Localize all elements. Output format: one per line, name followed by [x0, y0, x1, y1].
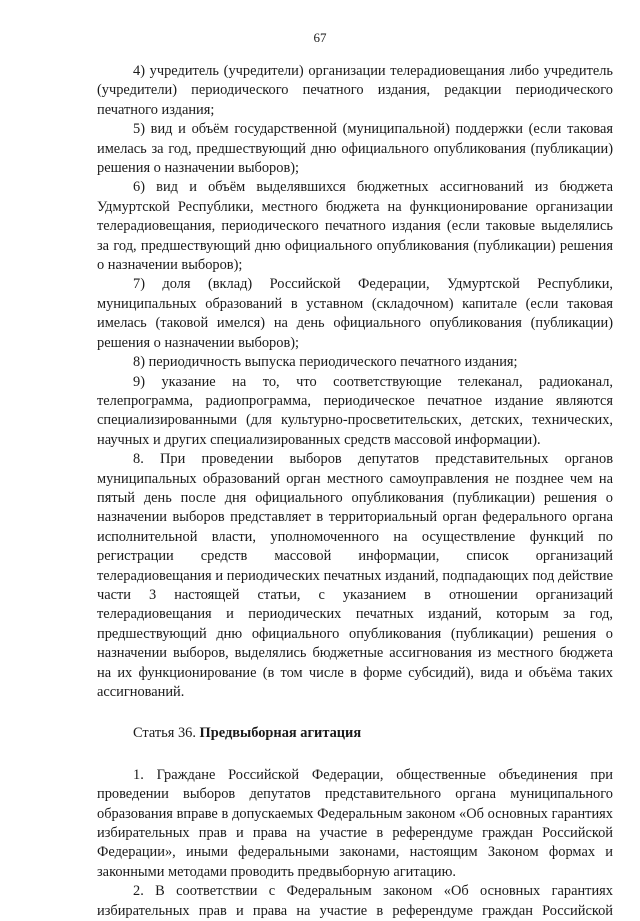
paragraph-item-7: 7) доля (вклад) Российской Федерации, Удмуртской Республики, муниципальных образований в уставном (складочном) капитале (если таковая имелась (таковой имелся) на день официального опубликования (публикации) решения о назначении выборов);: [97, 276, 613, 351]
paragraph-item-4: 4) учредитель (учредители) организации телерадиовещания либо учредитель (учредители) периодического печатного издания, редакции периодического печатного издания;: [97, 63, 613, 118]
paragraph-part-1: 1. Граждане Российской Федерации, общественные объединения при проведении выборов депутатов представительного органа муниципального образования вправе в допускаемых Федеральным законом «Об основных гарантиях избирательных прав и права на участие в референдуме граждан Российской Федерации», иными федеральными законами, настоящим Законом формах и законными методами проводить предвыборную агитацию.: [97, 766, 613, 880]
paragraph-item-9: 9) указание на то, что соответствующие телеканал, радиоканал, телепрограмма, радиопрограмма, периодическое печатное издание являются специализированными (для культурно-просветительских, детских, технических, научных и других специализированных средств массовой информации).: [97, 373, 613, 448]
article-number: Статья 36.: [133, 725, 200, 742]
article-heading: [97, 702, 613, 765]
paragraph-part-2: 2. В соответствии с Федеральным законом «Об основных гарантиях избирательных прав и права на участие в референдуме граждан Российской: [97, 883, 613, 919]
page-number: 67: [313, 30, 327, 45]
paragraph-item-8: 8) периодичность выпуска периодического печатного издания;: [133, 354, 518, 371]
paragraph-item-6: 6) вид и объём выделявшихся бюджетных ассигнований из бюджета Удмуртской Республики, местного бюджета на функционирование организации телерадиовещания, периодического печатного издания (если таковые выделялись за год, предшествующий дню официального опубликования (публикации) решения о назначении выборов);: [97, 179, 613, 274]
paragraph-item-5: 5) вид и объём государственной (муниципальной) поддержки (если таковая имелась за год, предшествующий дню официального опубликования (публикации) решения о назначении выборов);: [97, 121, 613, 177]
paragraph-part-8: 8. При проведении выборов депутатов представительных органов муниципальных образований орган местного самоуправления не позднее чем на пятый день после дня официального опубликования (публикации) решения о назначении выборов представляет в территориальный орган федерального органа исполнительной власти, уполномоченного на осуществление функций по регистрации средств массовой информации, список организаций телерадиовещания и периодических печатных изданий, подпадающих под действие части 3 настоящей статьи, с указанием в отношении организаций телерадиовещания и периодических печатных изданий, которым за год, предшествующий дню официального опубликования (публикации) решения о назначении выборов, выделялись бюджетные ассигнования из местного бюджета на их функционирование (в том числе в форме субсидий), вида и объёма таких ассигнований.: [97, 451, 613, 700]
document-body: [97, 62, 613, 921]
article-title: Предвыборная агитация: [199, 725, 362, 742]
